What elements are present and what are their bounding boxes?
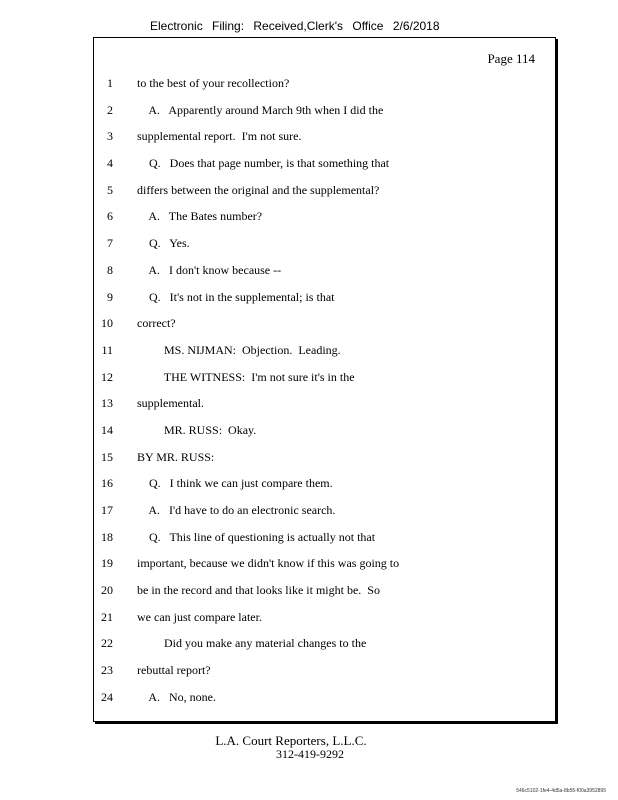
line-number: 15	[101, 449, 113, 464]
line-number: 16	[101, 476, 113, 491]
line-number: 22	[101, 636, 113, 651]
line-text: A. I'd have to do an electronic search.	[137, 503, 336, 517]
transcript-line	[94, 156, 555, 183]
line-text: rebuttal report?	[137, 663, 211, 678]
line-text: we can just compare later.	[137, 609, 262, 624]
transcript-line	[94, 610, 555, 637]
line-number: 13	[101, 396, 113, 411]
transcript-line	[94, 103, 555, 130]
line-text: BY MR. RUSS:	[137, 449, 215, 464]
transcript-line	[94, 263, 555, 290]
transcript-line	[94, 236, 555, 263]
line-text: important, because we didn't know if this was going to	[137, 556, 400, 571]
page-number: Page 114	[487, 51, 535, 66]
line-text: correct?	[137, 316, 176, 331]
line-text: to the best of your recollection?	[137, 76, 290, 90]
line-text: supplemental report. I'm not sure.	[137, 129, 302, 144]
transcript-page	[93, 37, 556, 722]
line-number: 24	[101, 689, 113, 704]
transcript-line	[94, 690, 555, 717]
reporter-company: L.A. Court Reporters, L.L.C.	[215, 733, 367, 748]
line-number: 7	[107, 236, 113, 251]
line-text: Q. Does that page number, is that something that	[137, 156, 390, 171]
transcript-line	[94, 663, 555, 690]
line-number: 11	[101, 342, 113, 357]
line-number: 20	[101, 583, 113, 598]
line-text: differs between the original and the supplemental?	[137, 182, 380, 197]
line-number: 5	[107, 182, 113, 197]
line-text: Q. Yes.	[137, 236, 190, 251]
transcript-line	[94, 76, 555, 103]
transcript-line	[94, 636, 555, 663]
transcript-line	[94, 396, 555, 423]
transcript-line	[94, 450, 555, 477]
transcript-line	[94, 316, 555, 343]
line-number: 9	[107, 289, 113, 304]
transcript-line	[94, 209, 555, 236]
transcript-line	[94, 423, 555, 450]
line-number: 17	[101, 503, 113, 517]
line-text: Q. I think we can just compare them.	[137, 476, 333, 491]
line-number: 2	[107, 102, 113, 117]
line-number: 21	[101, 609, 113, 624]
transcript-line	[94, 343, 555, 370]
transcript-line	[94, 503, 555, 530]
line-text: A. Apparently around March 9th when I did the	[137, 102, 384, 117]
transcript-lines	[94, 76, 555, 717]
transcript-line	[94, 556, 555, 583]
transcript-line	[94, 183, 555, 210]
line-number: 4	[107, 156, 113, 171]
line-text: Q. This line of questioning is actually not that	[137, 529, 376, 544]
line-number: 8	[107, 262, 113, 277]
line-number: 14	[101, 422, 113, 437]
line-number: 3	[107, 129, 113, 144]
reporter-phone: 312-419-9292	[276, 747, 344, 761]
transcript-line	[94, 476, 555, 503]
line-text: Did you make any material changes to the	[137, 636, 367, 651]
line-text: be in the record and that looks like it might be. So	[137, 583, 380, 598]
line-number: 18	[101, 529, 113, 544]
transcript-line	[94, 129, 555, 156]
line-number: 6	[107, 209, 113, 224]
line-text: A. The Bates number?	[137, 209, 263, 224]
filing-stamp: Electronic Filing: Received,Clerk's Office 2/6/2018	[150, 19, 440, 33]
line-text: MS. NIJMAN: Objection. Leading.	[137, 342, 341, 357]
line-text: THE WITNESS: I'm not sure it's in the	[137, 369, 355, 384]
transcript-line	[94, 370, 555, 397]
line-text: Q. It's not in the supplemental; is that	[137, 289, 335, 304]
line-text: A. I don't know because --	[137, 262, 282, 277]
document-id: 546c5102-1fe4-4d5a-8b55-f00a3952895	[516, 788, 606, 794]
line-number: 23	[101, 663, 113, 678]
line-number: 10	[101, 316, 113, 331]
line-number: 1	[107, 76, 113, 90]
line-number: 19	[101, 556, 113, 571]
transcript-line	[94, 290, 555, 317]
line-number: 12	[101, 369, 113, 384]
line-text: A. No, none.	[137, 689, 216, 704]
line-text: MR. RUSS: Okay.	[137, 422, 257, 437]
transcript-line	[94, 583, 555, 610]
transcript-line	[94, 530, 555, 557]
line-text: supplemental.	[137, 396, 204, 411]
